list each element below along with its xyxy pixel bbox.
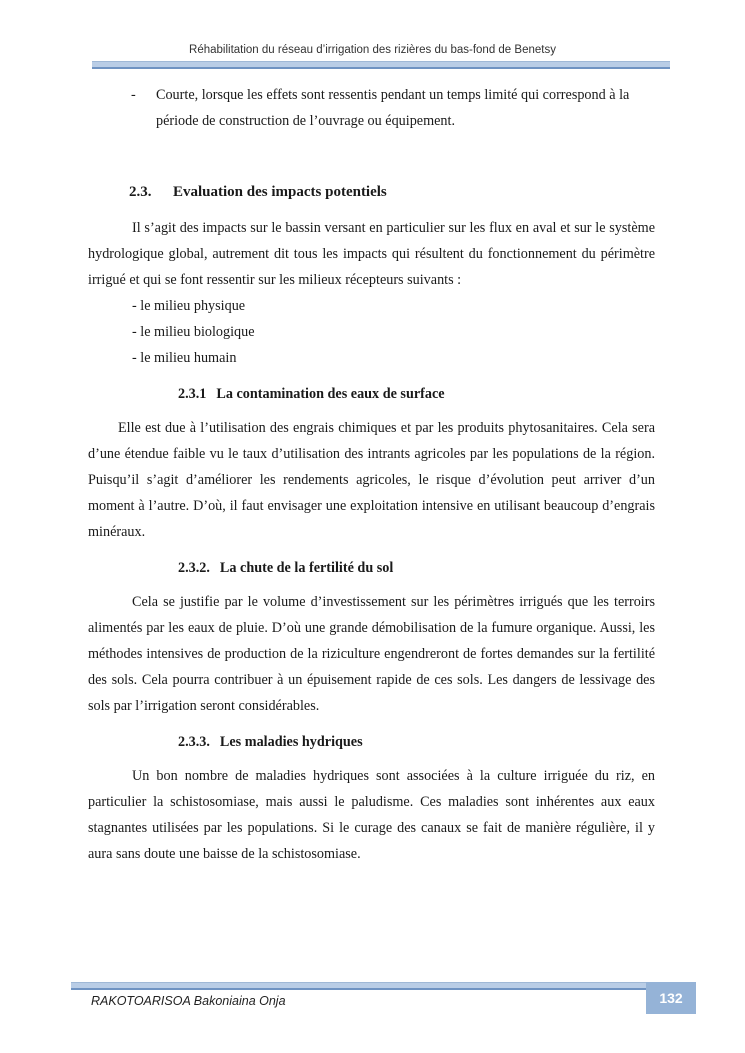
- section-title: Evaluation des impacts potentiels: [173, 184, 387, 200]
- subsection-number: 2.3.1: [178, 386, 207, 402]
- footer-rule: [71, 982, 646, 990]
- section-heading-2-3-2: [178, 555, 655, 581]
- section-heading-2-3-1: [178, 381, 655, 407]
- list-item: - le milieu physique: [132, 298, 246, 314]
- list-item: - le milieu humain: [132, 350, 237, 366]
- list-item: - le milieu biologique: [132, 324, 255, 340]
- section-heading-2-3: [129, 179, 655, 205]
- subsection-number: 2.3.2.: [178, 560, 210, 576]
- section-2-3-2-paragraph: Cela se justifie par le volume d’investissement sur les périmètres irrigués que les terroirs alimentés par les eaux de pluie. D’où une grande démobilisation de la fumure organique. Aussi, les méthodes intensives de production de la riziculture engendreront de fortes demandes sur la fertilité des sols. Cela pourra contribuer à un épuisement rapide de ces sols. Les dangers de lessivage des sols par l’irrigation seront considérables.: [88, 594, 655, 714]
- running-header: Réhabilitation du réseau d’irrigation des rizières du bas-fond de Benetsy: [189, 44, 556, 56]
- subsection-title: La chute de la fertilité du sol: [219, 560, 394, 576]
- intro-bullet: [88, 82, 655, 134]
- subsection-title: La contamination des eaux de surface: [216, 386, 445, 402]
- subsection-title: Les maladies hydriques: [219, 734, 363, 750]
- page-number-badge: 132: [646, 982, 696, 1014]
- section-2-3-3-paragraph: Un bon nombre de maladies hydriques sont associées à la culture irriguée du riz, en particulier la schistosomiase, mais aussi le paludisme. Ces maladies sont inhérentes aux eaux stagnantes utilisées par les populations. Si le curage des canaux se fait de manière régulière, il y aura sans doute une baisse de la schistosomiase.: [88, 768, 655, 862]
- footer-author: RAKOTOARISOA Bakoniaina Onja: [91, 994, 286, 1008]
- section-2-3-1-paragraph: Elle est due à l’utilisation des engrais chimiques et par les produits phytosanitaires. Cela sera d’une étendue faible vu le taux d’utilisation des intrants agricoles par les populations de la région. Puisqu’il s’agit d’améliorer les rendements agricoles, le risque d’évolution peut arriver d’un moment à l’autre. D’où, il faut envisager une exploitation intensive en utilisant beaucoup d’engrais minéraux.: [88, 420, 655, 540]
- section-2-3-paragraph: Il s’agit des impacts sur le bassin versant en particulier sur les flux en aval et sur le système hydrologique global, autrement dit tous les impacts qui résultent du fonctionnement du périmètre irrigué et qui se font ressentir sur les milieux récepteurs suivants :: [88, 220, 655, 288]
- bullet-dash: -: [131, 87, 136, 103]
- page-body: [88, 82, 655, 867]
- section-heading-2-3-3: [178, 729, 655, 755]
- section-number: 2.3.: [129, 184, 152, 200]
- subsection-number: 2.3.3.: [178, 734, 210, 750]
- header-rule: [92, 61, 670, 69]
- intro-bullet-text: Courte, lorsque les effets sont ressentis pendant un temps limité qui correspond à la période de construction de l’ouvrage ou équipement.: [156, 87, 630, 129]
